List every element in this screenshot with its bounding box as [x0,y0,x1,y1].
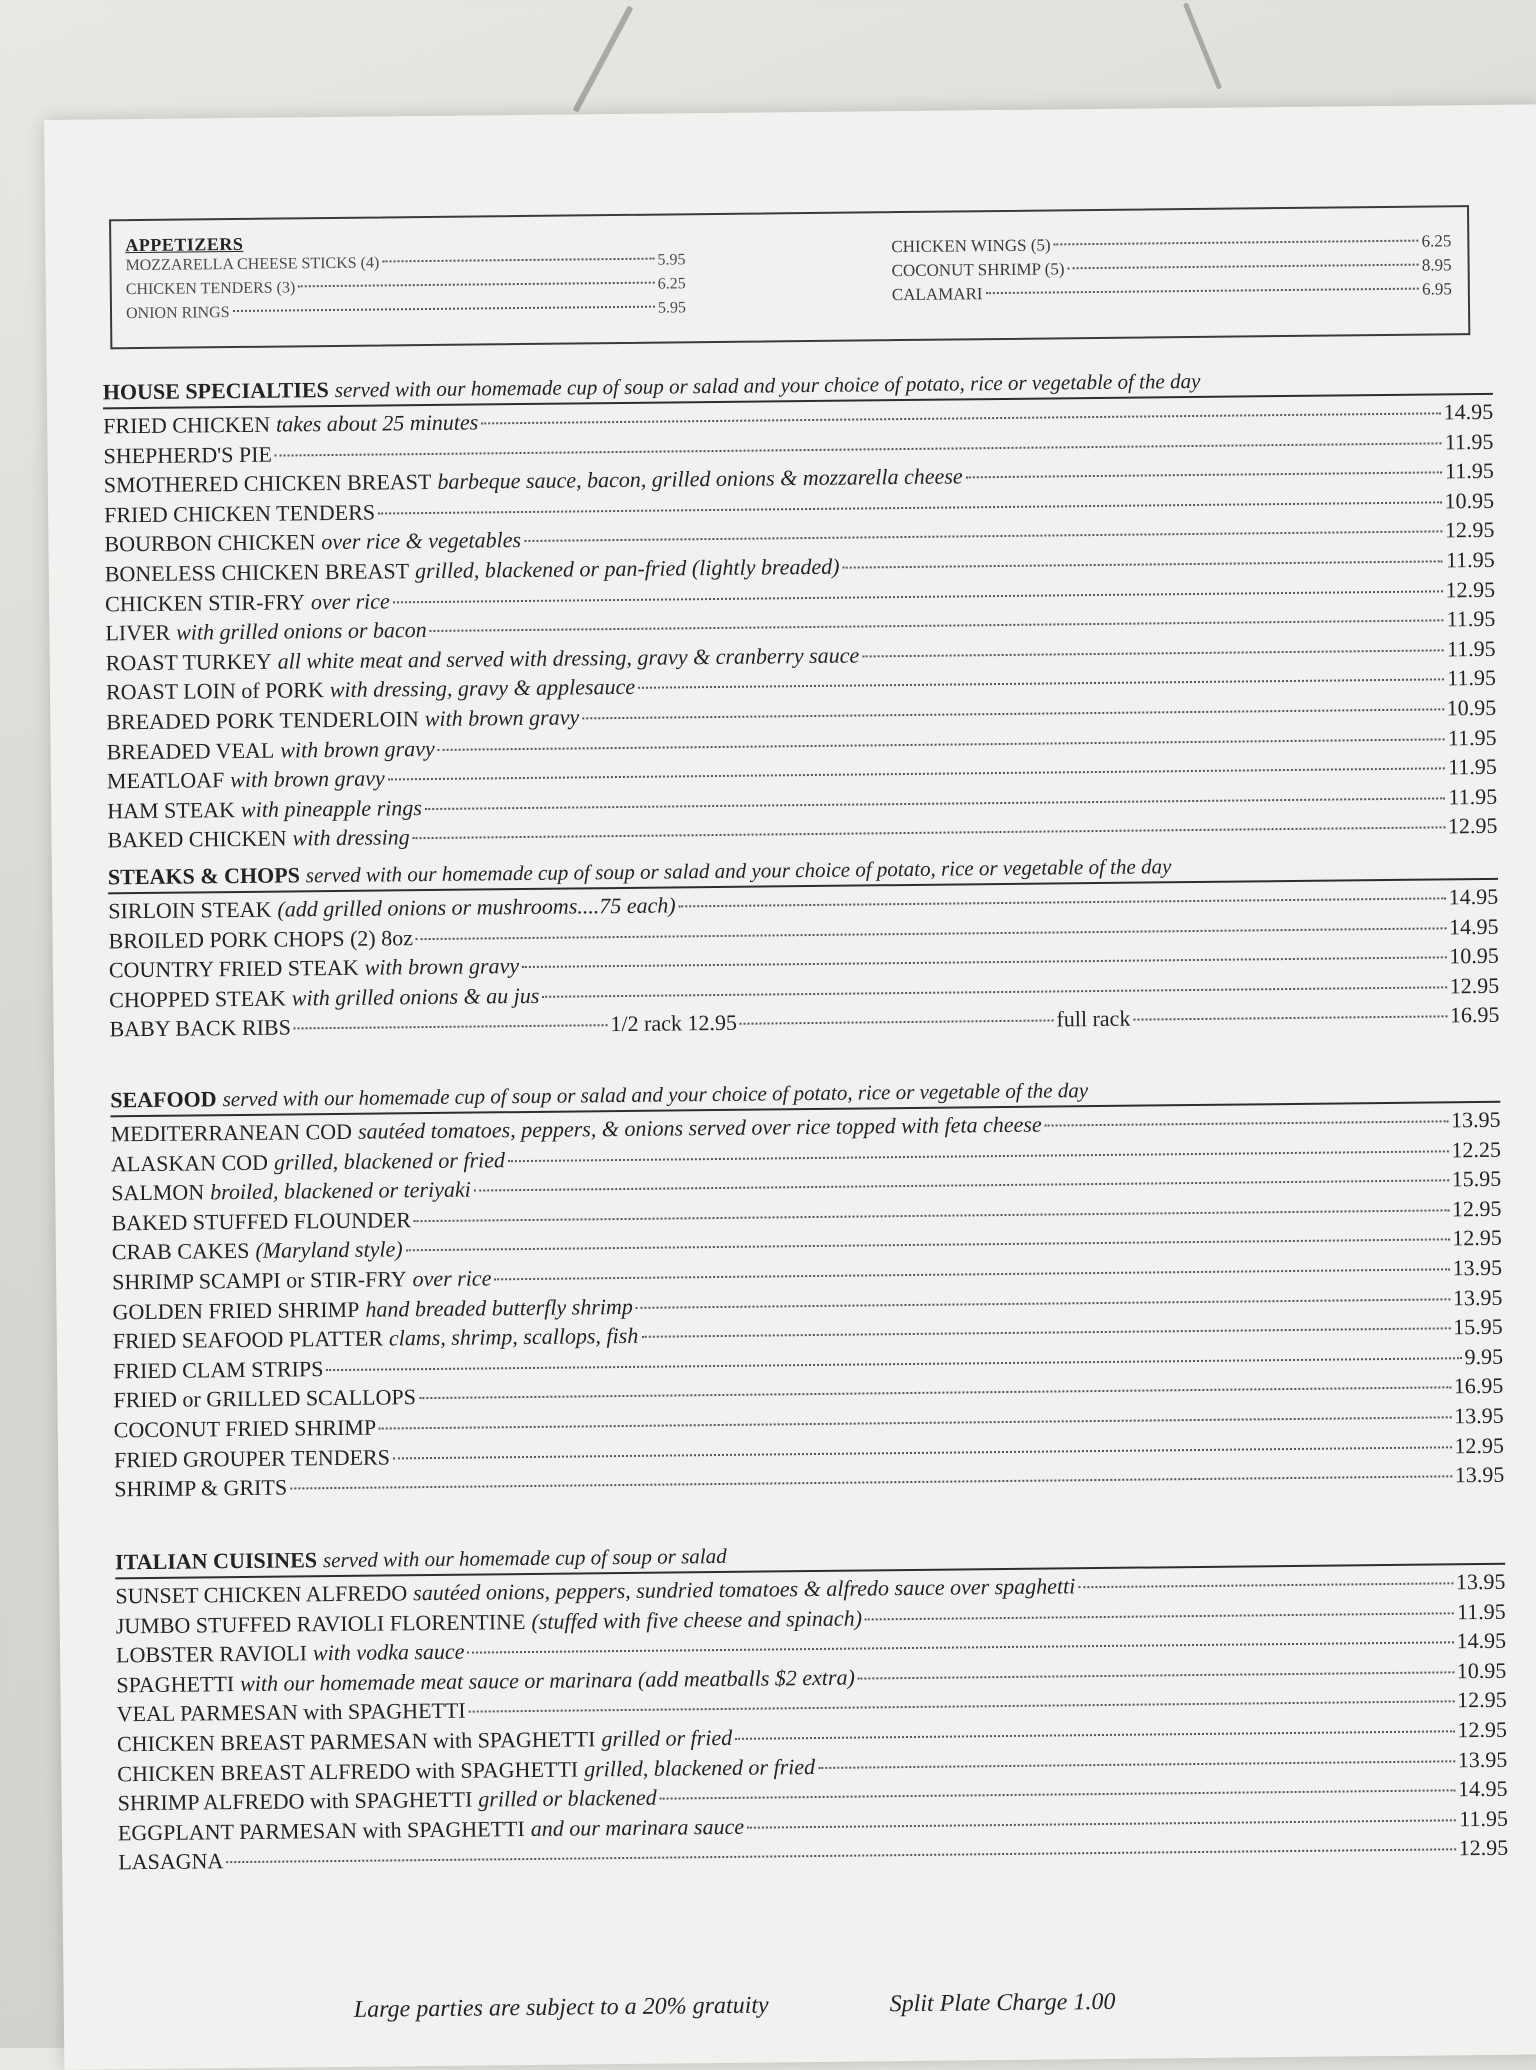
item-name: BAKED CHICKEN [107,825,287,853]
item-description: grilled or fried [601,1724,733,1752]
item-price: 11.95 [1444,458,1494,484]
item-name: CHICKEN TENDERS (3) [125,279,296,299]
item-description: sautéed onions, peppers, sundried tomatoes & alfredo sauce over spaghetti [413,1573,1076,1606]
dot-leader [862,649,1444,657]
dot-leader [419,1387,1451,1400]
dot-leader [858,1671,1454,1679]
item-name: SHEPHERD'S PIE [103,441,273,468]
item-description: over rice [310,587,390,614]
item-name: BROILED PORK CHOPS (2) 8oz [108,924,414,953]
item-description: all white meat and served with dressing, gravy & cranberry sauce [277,642,860,674]
dot-leader [679,897,1446,907]
item-price: 11.95 [1448,783,1498,810]
section-note: served with our homemade cup of soup or salad [322,1543,727,1573]
dot-leader [542,986,1446,997]
dot-leader [430,620,1444,633]
item-name: GOLDEN FRIED SHRIMP [112,1296,360,1324]
dot-leader [326,1357,1461,1371]
item-price: 13.95 [1450,1106,1501,1133]
item-price: 11.95 [1459,1805,1508,1832]
item-name: CHICKEN STIR-FRY [104,588,306,616]
house-items [103,399,1498,857]
item-name: ALASKAN COD [110,1149,269,1176]
dot-leader [226,1849,1455,1864]
item-name: FRIED CHICKEN [103,411,271,439]
item-name: LIVER [105,619,171,646]
dot-leader [522,957,1446,969]
item-name: COCONUT SHRIMP (5) [891,259,1065,281]
item-price: 12.95 [1445,576,1496,602]
section-title: SEAFOOD [110,1086,217,1113]
item-price: 6.25 [657,275,686,293]
item-name: LASAGNA [118,1848,224,1875]
item-name: MEATLOAF [106,767,225,794]
dot-leader [294,1025,608,1030]
split-plate-charge: Split Plate Charge 1.00 [889,1988,1116,2018]
dot-leader [582,708,1444,719]
item-description: with our homemade meat sauce or marinara (add meatballs $2 extra) [240,1664,855,1696]
item-name: FRIED GROUPER TENDERS [113,1443,391,1472]
item-name: BONELESS CHICKEN BREAST [104,558,410,587]
item-name: FRIED CHICKEN TENDERS [104,499,376,528]
dot-leader [1045,1120,1448,1126]
item-description: over rice & vegetables [321,527,522,555]
dot-leader [1067,264,1418,270]
dot-leader [474,1180,1449,1192]
item-name: COCONUT FRIED SHRIMP [113,1414,377,1443]
item-price: 5.95 [657,299,687,317]
item-name: SHRIMP SCAMPI or STIR-FRY [112,1266,407,1295]
item-description: with brown gravy [364,953,520,980]
item-name: SMOTHERED CHICKEN BREAST [103,469,432,498]
menu-item [892,279,1452,309]
item-price: 12.95 [1451,1195,1502,1222]
item-price: 8.95 [1421,255,1452,275]
item-name: MOZZARELLA CHEESE STICKS (4) [125,254,380,275]
dot-leader [524,531,1442,543]
item-price: 14.95 [1448,883,1499,910]
item-description: with dressing [292,824,410,851]
item-price: 12.95 [1457,1716,1508,1743]
dot-leader [865,1612,1454,1620]
appetizers-box [109,205,1470,349]
section-italian-cuisines [115,1535,1508,1879]
dot-leader [508,1150,1448,1162]
item-description: with brown gravy [424,704,580,731]
item-name: CRAB CAKES [111,1238,250,1265]
item-description: barbeque sauce, bacon, grilled onions & mozzarella cheese [437,463,963,495]
section-title: STEAKS & CHOPS [107,862,300,890]
item-name: SPAGHETTI [116,1670,235,1698]
dot-leader [1133,1016,1447,1021]
item-name: FRIED or GRILLED SCALLOPS [113,1384,417,1413]
dot-leader [636,1298,1450,1309]
dot-leader [660,1789,1455,1799]
item-description: (add grilled onions or mushrooms....75 each) [277,892,676,922]
item-description: with dressing, gravy & applesauce [329,674,636,703]
ribs-half-rack: 1/2 rack 12.95 [610,1010,738,1037]
item-price: 12.25 [1451,1136,1501,1162]
item-name: VEAL PARMESAN with SPAGHETTI [116,1698,466,1727]
dot-leader [393,590,1443,603]
item-description: with brown gravy [230,765,385,793]
marble-vein [573,5,634,112]
item-price: 12.95 [1454,1432,1505,1458]
dot-leader [986,288,1420,295]
dot-leader [388,767,1446,780]
item-price: 11.95 [1446,605,1496,632]
item-description: grilled or blackened [478,1784,657,1812]
item-price: 12.95 [1447,813,1498,839]
item-price: 11.95 [1445,546,1495,573]
item-price: 9.95 [1464,1343,1504,1369]
dot-leader [843,560,1444,568]
dot-leader [414,1209,1449,1222]
item-name: CHICKEN WINGS (5) [891,235,1051,257]
item-price: 10.95 [1446,694,1497,721]
item-name: CHICKEN BREAST PARMESAN with SPAGHETTI [116,1726,596,1757]
item-price: 14.95 [1457,1775,1508,1802]
item-price: 12.95 [1458,1835,1509,1861]
dot-leader [494,1268,1449,1280]
appetizers-right-column [891,231,1452,309]
item-name: SALMON [111,1179,205,1206]
item-name: ROAST TURKEY [105,648,272,676]
dot-leader [467,1642,1453,1654]
item-name: FRIED SEAFOOD PLATTER [112,1325,384,1354]
item-price: 11.95 [1446,635,1496,662]
item-price: 14.95 [1443,398,1494,425]
item-price: 13.95 [1452,1284,1503,1310]
dot-leader [481,412,1440,424]
section-house-specialties [103,365,1498,857]
dot-leader [438,738,1445,751]
dot-leader [641,1327,1450,1337]
item-price: 6.95 [1421,279,1452,299]
item-description: broiled, blackened or teriyaki [210,1176,471,1205]
item-price: 10.95 [1444,487,1495,514]
dot-leader [735,1730,1454,1740]
item-name: BAKED STUFFED FLOUNDER [111,1206,412,1236]
item-name: FRIED CLAM STRIPS [112,1355,324,1384]
dot-leader [413,827,1445,840]
item-name: CHOPPED STEAK [109,985,286,1013]
appetizers-title: APPETIZERS [125,233,244,256]
section-title: HOUSE SPECIALTIES [102,377,329,405]
item-description: grilled, blackened or pan-fried (lightly breaded) [414,553,840,584]
dot-leader [747,1819,1456,1828]
item-name: JUMBO STUFFED RAVIOLI FLORENTINE [115,1608,526,1638]
item-price: 13.95 [1454,1461,1505,1488]
dot-leader [379,1416,1451,1429]
item-price: 13.95 [1454,1402,1504,1429]
item-description: (stuffed with five cheese and spinach) [531,1605,863,1634]
item-description: with brown gravy [280,735,435,763]
item-name: ROAST LOIN of PORK [105,677,324,705]
dot-leader [378,501,1442,514]
item-price: 16.95 [1453,1373,1504,1399]
item-description: grilled, blackened or fried [584,1753,816,1781]
item-price: 11.95 [1447,665,1497,691]
item-price: 15.95 [1451,1165,1502,1192]
section-note: served with our homemade cup of soup or salad and your choice of potato, rice or vegetable of the day [222,1078,1089,1112]
dot-leader [406,1239,1450,1252]
dot-leader [818,1760,1455,1769]
dot-leader [740,1020,1054,1025]
item-price: 12.95 [1452,1225,1502,1251]
item-price: 11.95 [1447,724,1497,750]
item-name: ONION RINGS [125,304,230,323]
item-name: BREADED PORK TENDERLOIN [106,706,419,735]
appetizers-left-column [125,251,686,329]
item-price: 13.95 [1452,1254,1503,1281]
steaks-items [108,884,1499,1017]
item-description: over rice [412,1265,492,1292]
item-price: 6.25 [1421,231,1452,251]
item-price: 10.95 [1456,1657,1507,1684]
item-description: grilled, blackened or fried [273,1146,506,1175]
item-description: with grilled onions or bacon [176,617,427,645]
item-price: 12.95 [1456,1687,1507,1713]
item-price: 13.95 [1457,1746,1508,1772]
dot-leader [290,1475,1452,1489]
menu-footer [354,1989,1116,2024]
item-description: takes about 25 minutes [275,409,479,437]
item-name: MEDITERRANEAN COD [110,1118,353,1147]
item-name: SHRIMP ALFREDO with SPAGHETTI [117,1786,473,1816]
item-description: with grilled onions & au jus [291,982,540,1011]
dot-leader [275,442,1442,456]
item-name: SIRLOIN STEAK [108,896,272,924]
item-description: with vodka sauce [312,1638,465,1666]
item-price: 14.95 [1448,913,1499,939]
item-price: 12.95 [1444,517,1495,543]
item-description: clams, shrimp, scallops, fish [388,1323,639,1351]
dot-leader [638,679,1444,689]
item-description: hand breaded butterfly shrimp [365,1293,633,1322]
dot-leader [416,927,1446,940]
dot-leader [1054,240,1419,246]
item-price: 15.95 [1453,1313,1503,1340]
dot-leader [425,797,1446,810]
seafood-items [110,1107,1504,1506]
menu-item [126,299,686,329]
marble-vein [1183,2,1222,89]
item-description: (Maryland style) [255,1236,403,1264]
dot-leader [382,258,654,263]
item-price: 11.95 [1448,753,1497,780]
item-price: 11.95 [1456,1598,1506,1624]
item-description: and our marinara sauce [530,1813,745,1841]
gratuity-note: Large parties are subject to a 20% gratuity [353,1992,769,2023]
item-name: BREADED VEAL [106,737,275,764]
item-price: 16.95 [1449,1002,1500,1028]
item-name: HAM STEAK [107,796,236,824]
item-price: 5.95 [657,251,686,269]
dot-leader [1078,1582,1453,1588]
item-name: BOURBON CHICKEN [104,529,316,557]
item-price: 14.95 [1456,1627,1507,1654]
item-name: LOBSTER RAVIOLI [115,1640,308,1668]
item-name: SHRIMP & GRITS [114,1474,288,1502]
section-note: served with our homemade cup of soup or salad and your choice of potato, rice or vegetable of the day [334,368,1201,402]
item-price: 13.95 [1455,1568,1506,1595]
item-price: 10.95 [1449,942,1499,969]
section-note: served with our homemade cup of soup or salad and your choice of potato, rice or vegetable of the day [305,854,1172,888]
item-name: CALAMARI [891,284,983,305]
item-description: sautéed tomatoes, peppers, & onions served over rice topped with feta cheese [357,1111,1042,1144]
dot-leader [966,472,1442,479]
dot-leader [393,1446,1452,1459]
section-title: ITALIAN CUISINES [114,1547,318,1575]
item-name: CHICKEN BREAST ALFREDO with SPAGHETTI [117,1756,579,1786]
section-seafood [110,1073,1504,1506]
item-name: SUNSET CHICKEN ALFREDO [115,1580,408,1609]
dot-leader [469,1701,1454,1713]
dot-leader [233,306,655,312]
item-price: 11.95 [1444,428,1494,454]
italian-items [115,1569,1508,1879]
section-steaks-chops [108,850,1500,1047]
menu-page [44,104,1536,2070]
item-price: 12.95 [1449,972,1500,999]
item-description: with pineapple rings [240,794,422,822]
item-name: EGGPLANT PARMESAN with SPAGHETTI [117,1815,525,1846]
item-name: BABY BACK RIBS [109,1014,291,1042]
ribs-full-rack-label: full rack [1056,1006,1131,1032]
dot-leader [298,282,655,288]
item-name: COUNTRY FRIED STEAK [108,954,359,983]
